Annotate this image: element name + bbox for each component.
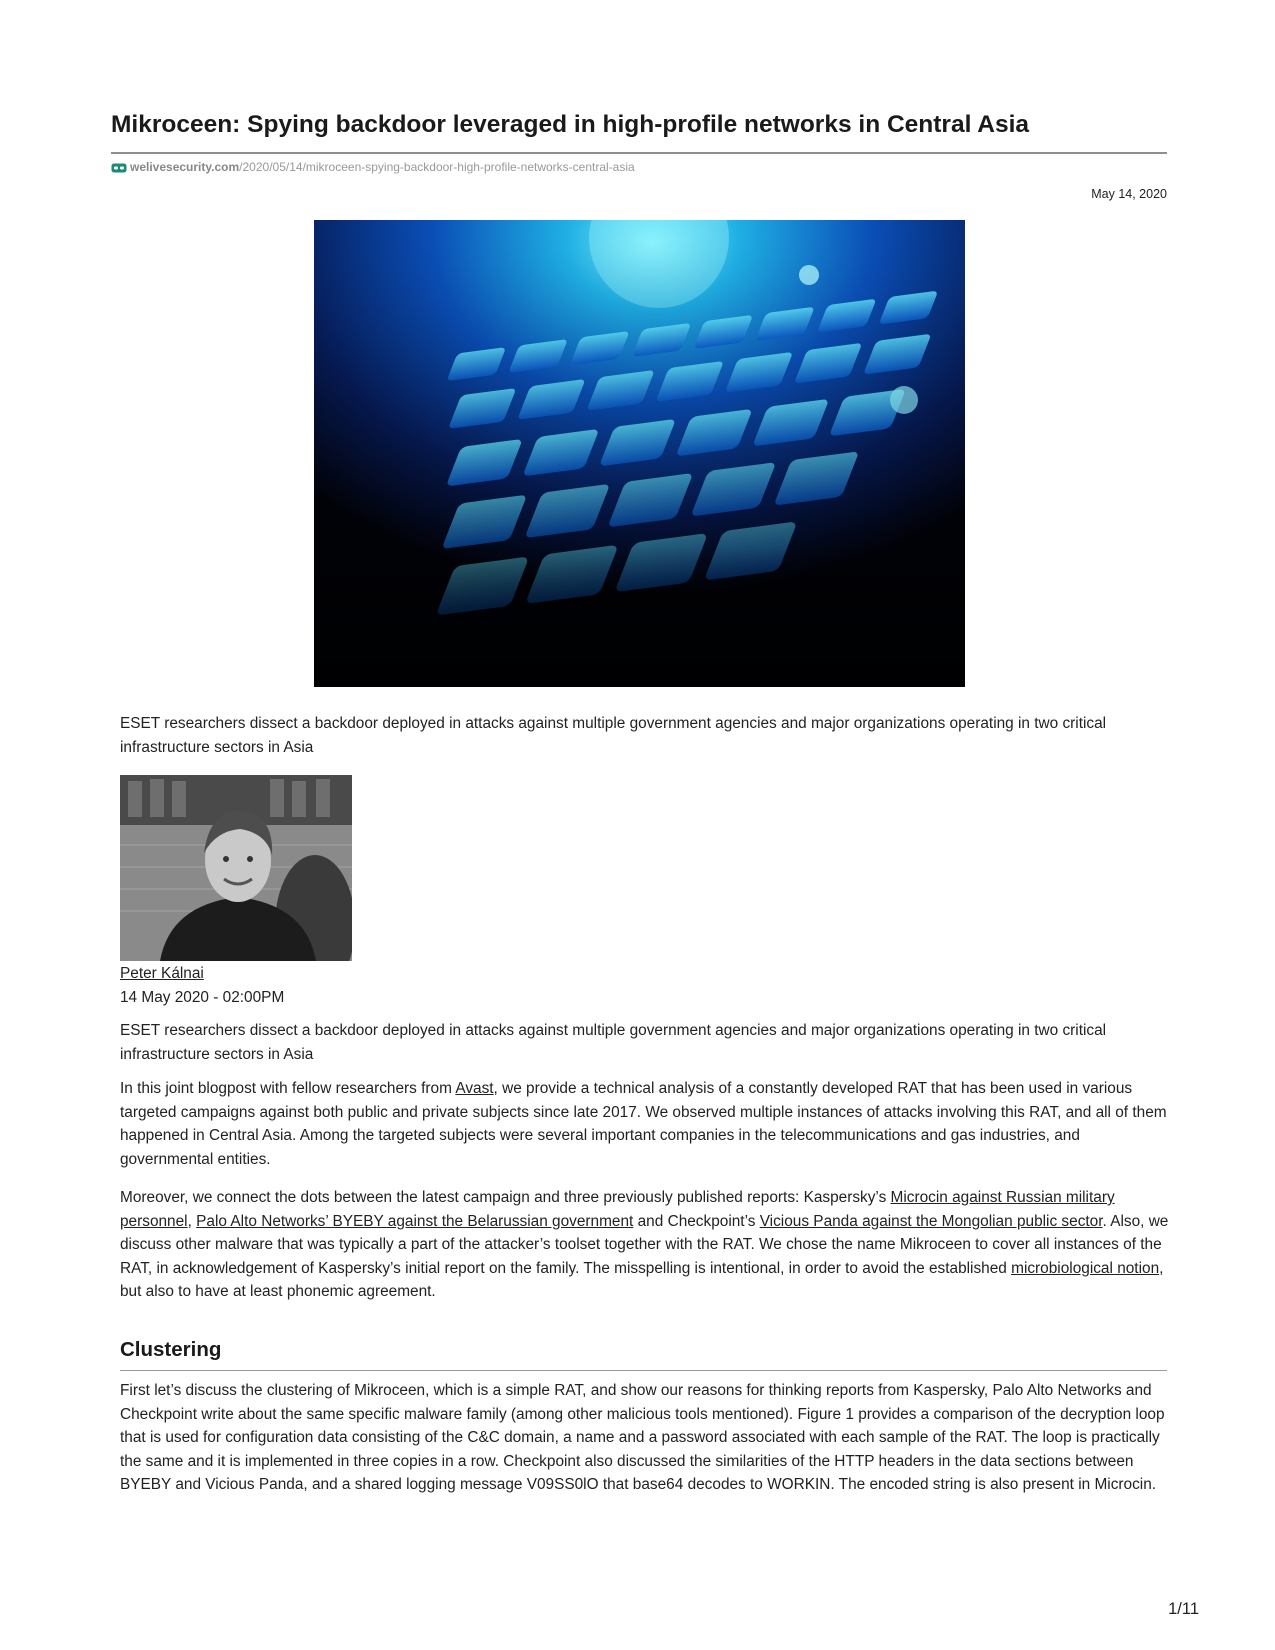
url-domain: welivesecurity.com: [130, 160, 240, 174]
microcin-report-link[interactable]: Microcin against Russian military personnel: [120, 1189, 1115, 1230]
section-divider: [120, 1370, 1167, 1371]
author-datetime: 14 May 2020 - 02:00PM: [120, 989, 285, 1006]
paragraph-2-text: Moreover, we connect the dots between the latest campaign and three previously published reports: Kaspersky’s: [120, 1189, 891, 1206]
intro-paragraph: ESET researchers dissect a backdoor deployed in attacks against multiple government agencies and major organizations operating in two critical infrastructure sectors in Asia: [120, 1022, 1107, 1063]
hero-image: [314, 220, 965, 687]
vicious-panda-report-link[interactable]: Vicious Panda against the Mongolian public sector: [759, 1212, 1103, 1230]
microbiological-notion-link[interactable]: microbiological notion: [1011, 1259, 1160, 1277]
page-number: 1/11: [1168, 1600, 1199, 1618]
source-url[interactable]: [111, 160, 635, 176]
paragraph-1-text: In this joint blogpost with fellow researchers from: [120, 1080, 456, 1097]
author-photo: [120, 775, 352, 961]
url-path: /2020/05/14/mikroceen-spying-backdoor-high-profile-networks-central-asia: [239, 160, 635, 174]
paragraph-2-text-body: . Also, we discuss other malware that was typically a part of the attacker’s toolset together with the RAT. We chose the name Mikroceen to cover all instances of the RAT, in acknowledgement of Kaspersky’s initial report on the family. The misspelling is intentional, in order to avoid the established: [120, 1212, 1169, 1277]
avast-link[interactable]: Avast: [455, 1080, 494, 1097]
paragraph-2: [120, 1186, 1170, 1304]
section-heading-clustering: Clustering: [120, 1338, 222, 1361]
publish-date: May 14, 2020: [1091, 187, 1167, 201]
paragraph-2-text-end: , but also to have at least phonemic agreement.: [120, 1259, 1164, 1300]
byeby-report-link[interactable]: Palo Alto Networks’ BYEBY against the Belarussian government: [196, 1212, 634, 1230]
lead-paragraph: ESET researchers dissect a backdoor deployed in attacks against multiple government agencies and major organizations operating in two critical infrastructure sectors in Asia: [120, 715, 1107, 756]
paragraph-1-text-cont: , we provide a technical analysis of a constantly developed RAT that has been used in various targeted campaigns against both public and private subjects since late 2017. We observed multiple instances of attacks involving this RAT, and all of them happened in Central Asia. Among the targeted subjects were several important companies in the telecommunications and gas industries, and governmental entities.: [120, 1080, 1167, 1168]
page-title: Mikroceen: Spying backdoor leveraged in high-profile networks in Central Asia: [111, 111, 1030, 138]
clustering-paragraph: First let’s discuss the clustering of Mikroceen, which is a simple RAT, and show our reasons for thinking reports from Kaspersky, Palo Alto Networks and Checkpoint write about the same specific malware family (among other malicious tools mentioned). Figure 1 provides a comparison of the decryption loop that is used for configuration data consisting of the C&C domain, a name and a password associated with each sample of the RAT. The loop is practically the same and it is implemented in three copies in a row. Checkpoint also discussed the similarities of the HTTP headers in the data sections between BYEBY and Vicious Panda, and a shared logging message V09SS0lO that base64 decodes to WORKIN. The encoded string is also present in Microcin.: [120, 1382, 1165, 1493]
paragraph-2-text-cont: and Checkpoint’s: [633, 1212, 760, 1230]
paragraph-2-separator: ,: [187, 1212, 197, 1230]
paragraph-1: [120, 1077, 1170, 1171]
title-divider: [111, 152, 1167, 154]
link-icon: [111, 162, 127, 176]
author-name-link[interactable]: Peter Kálnai: [120, 965, 204, 982]
